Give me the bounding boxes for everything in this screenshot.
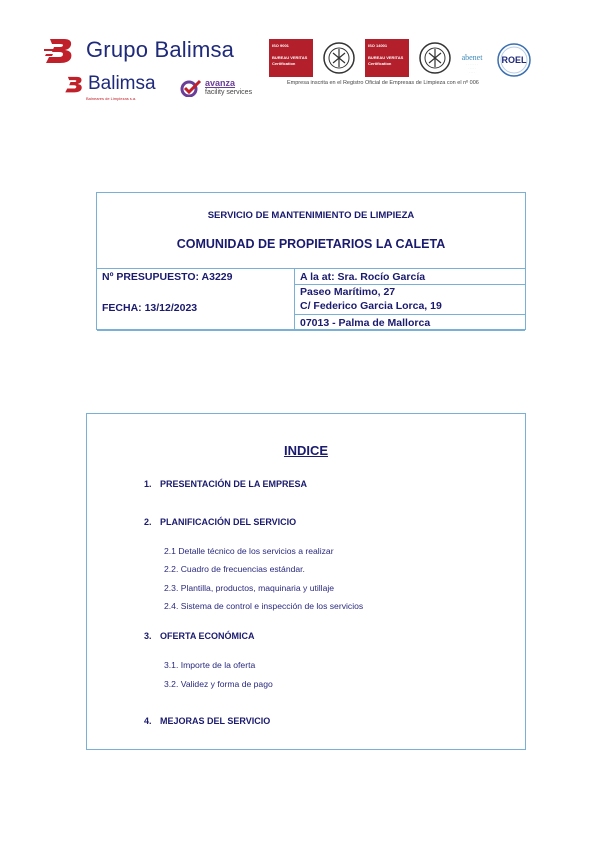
attention-line: A la at: Sra. Rocío García: [300, 271, 426, 283]
bureau-veritas-seal-icon: [409, 39, 461, 77]
avanza-logo: [180, 79, 252, 97]
divider: [97, 330, 525, 331]
divider: [294, 314, 525, 315]
iso9001-label: ISO 9001 BUREAU VERITAS Certification: [269, 39, 313, 77]
index-section-4: 4. MEJORAS DEL SERVICIO: [144, 716, 271, 726]
cover-block: [96, 192, 526, 330]
index-subsection: 3.1. Importe de la oferta: [164, 660, 256, 670]
index-subsection: 3.2. Validez y forma de pago: [164, 679, 273, 689]
brand-tagline: Balneares de Limpiezas s.a.: [86, 96, 137, 101]
divider: [294, 284, 525, 285]
iso14001-certificate: [365, 39, 461, 77]
brand-name: Balimsa: [88, 73, 156, 94]
client-title: COMUNIDAD DE PROPIETARIOS LA CALETA: [176, 237, 446, 251]
index-section-2: 2. PLANIFICACIÓN DEL SERVICIO: [144, 517, 297, 527]
address-line-1: Paseo Marítimo, 27: [300, 286, 396, 298]
iso14001-label: ISO 14001 BUREAU VERITAS Certification: [365, 39, 409, 77]
avanza-check-icon: [180, 79, 202, 97]
abenet-name: abenet: [461, 53, 483, 62]
abenet-logo: abenet · · · · · · · · · · · · · · · ·: [456, 43, 488, 77]
grupo-balimsa-logo: [44, 35, 234, 65]
address-line-3: 07013 - Palma de Mallorca: [300, 317, 431, 329]
index-title: INDICE: [283, 443, 329, 458]
registry-note: Empresa inscrita en el Registro Oficial de Empresas de Limpieza con el nº 006: [287, 80, 479, 86]
index-section-1: 1. PRESENTACIÓN DE LA EMPRESA: [144, 479, 308, 489]
roel-badge-icon: [494, 42, 534, 78]
index-block: [86, 413, 526, 750]
index-subsection: 2.1 Detalle técnico de los servicios a realizar: [164, 546, 334, 556]
divider: [294, 268, 295, 330]
roel-logo: [494, 42, 534, 83]
divider: [97, 268, 525, 269]
iso9001-certificate: [269, 39, 365, 77]
index-subsection: 2.2. Cuadro de frecuencias estándar.: [164, 564, 305, 574]
address-line-2: C/ Federico Garcia Lorca, 19: [300, 300, 442, 312]
index-subsection: 2.3. Plantilla, productos, maquinaria y utillaje: [164, 583, 335, 593]
date-line: FECHA: 13/12/2023: [102, 302, 198, 314]
bureau-veritas-seal-icon: [313, 39, 365, 77]
group-name: Grupo Balimsa: [86, 37, 235, 62]
avanza-tagline: facility services: [205, 89, 253, 96]
balimsa-logo: [64, 73, 156, 101]
balimsa-b-icon: [44, 35, 78, 65]
avanza-name: avanza: [205, 78, 236, 88]
balimsa-b-small-icon: [64, 74, 86, 94]
budget-number: Nº PRESUPUESTO: A3229: [102, 271, 233, 283]
index-section-3: 3. OFERTA ECONÓMICA: [144, 631, 255, 641]
index-subsection: 2.4. Sistema de control e inspección de los servicios: [164, 601, 364, 611]
service-title: SERVICIO DE MANTENIMIENTO DE LIMPIEZA: [207, 210, 415, 221]
roel-text: ROEL: [501, 55, 527, 65]
